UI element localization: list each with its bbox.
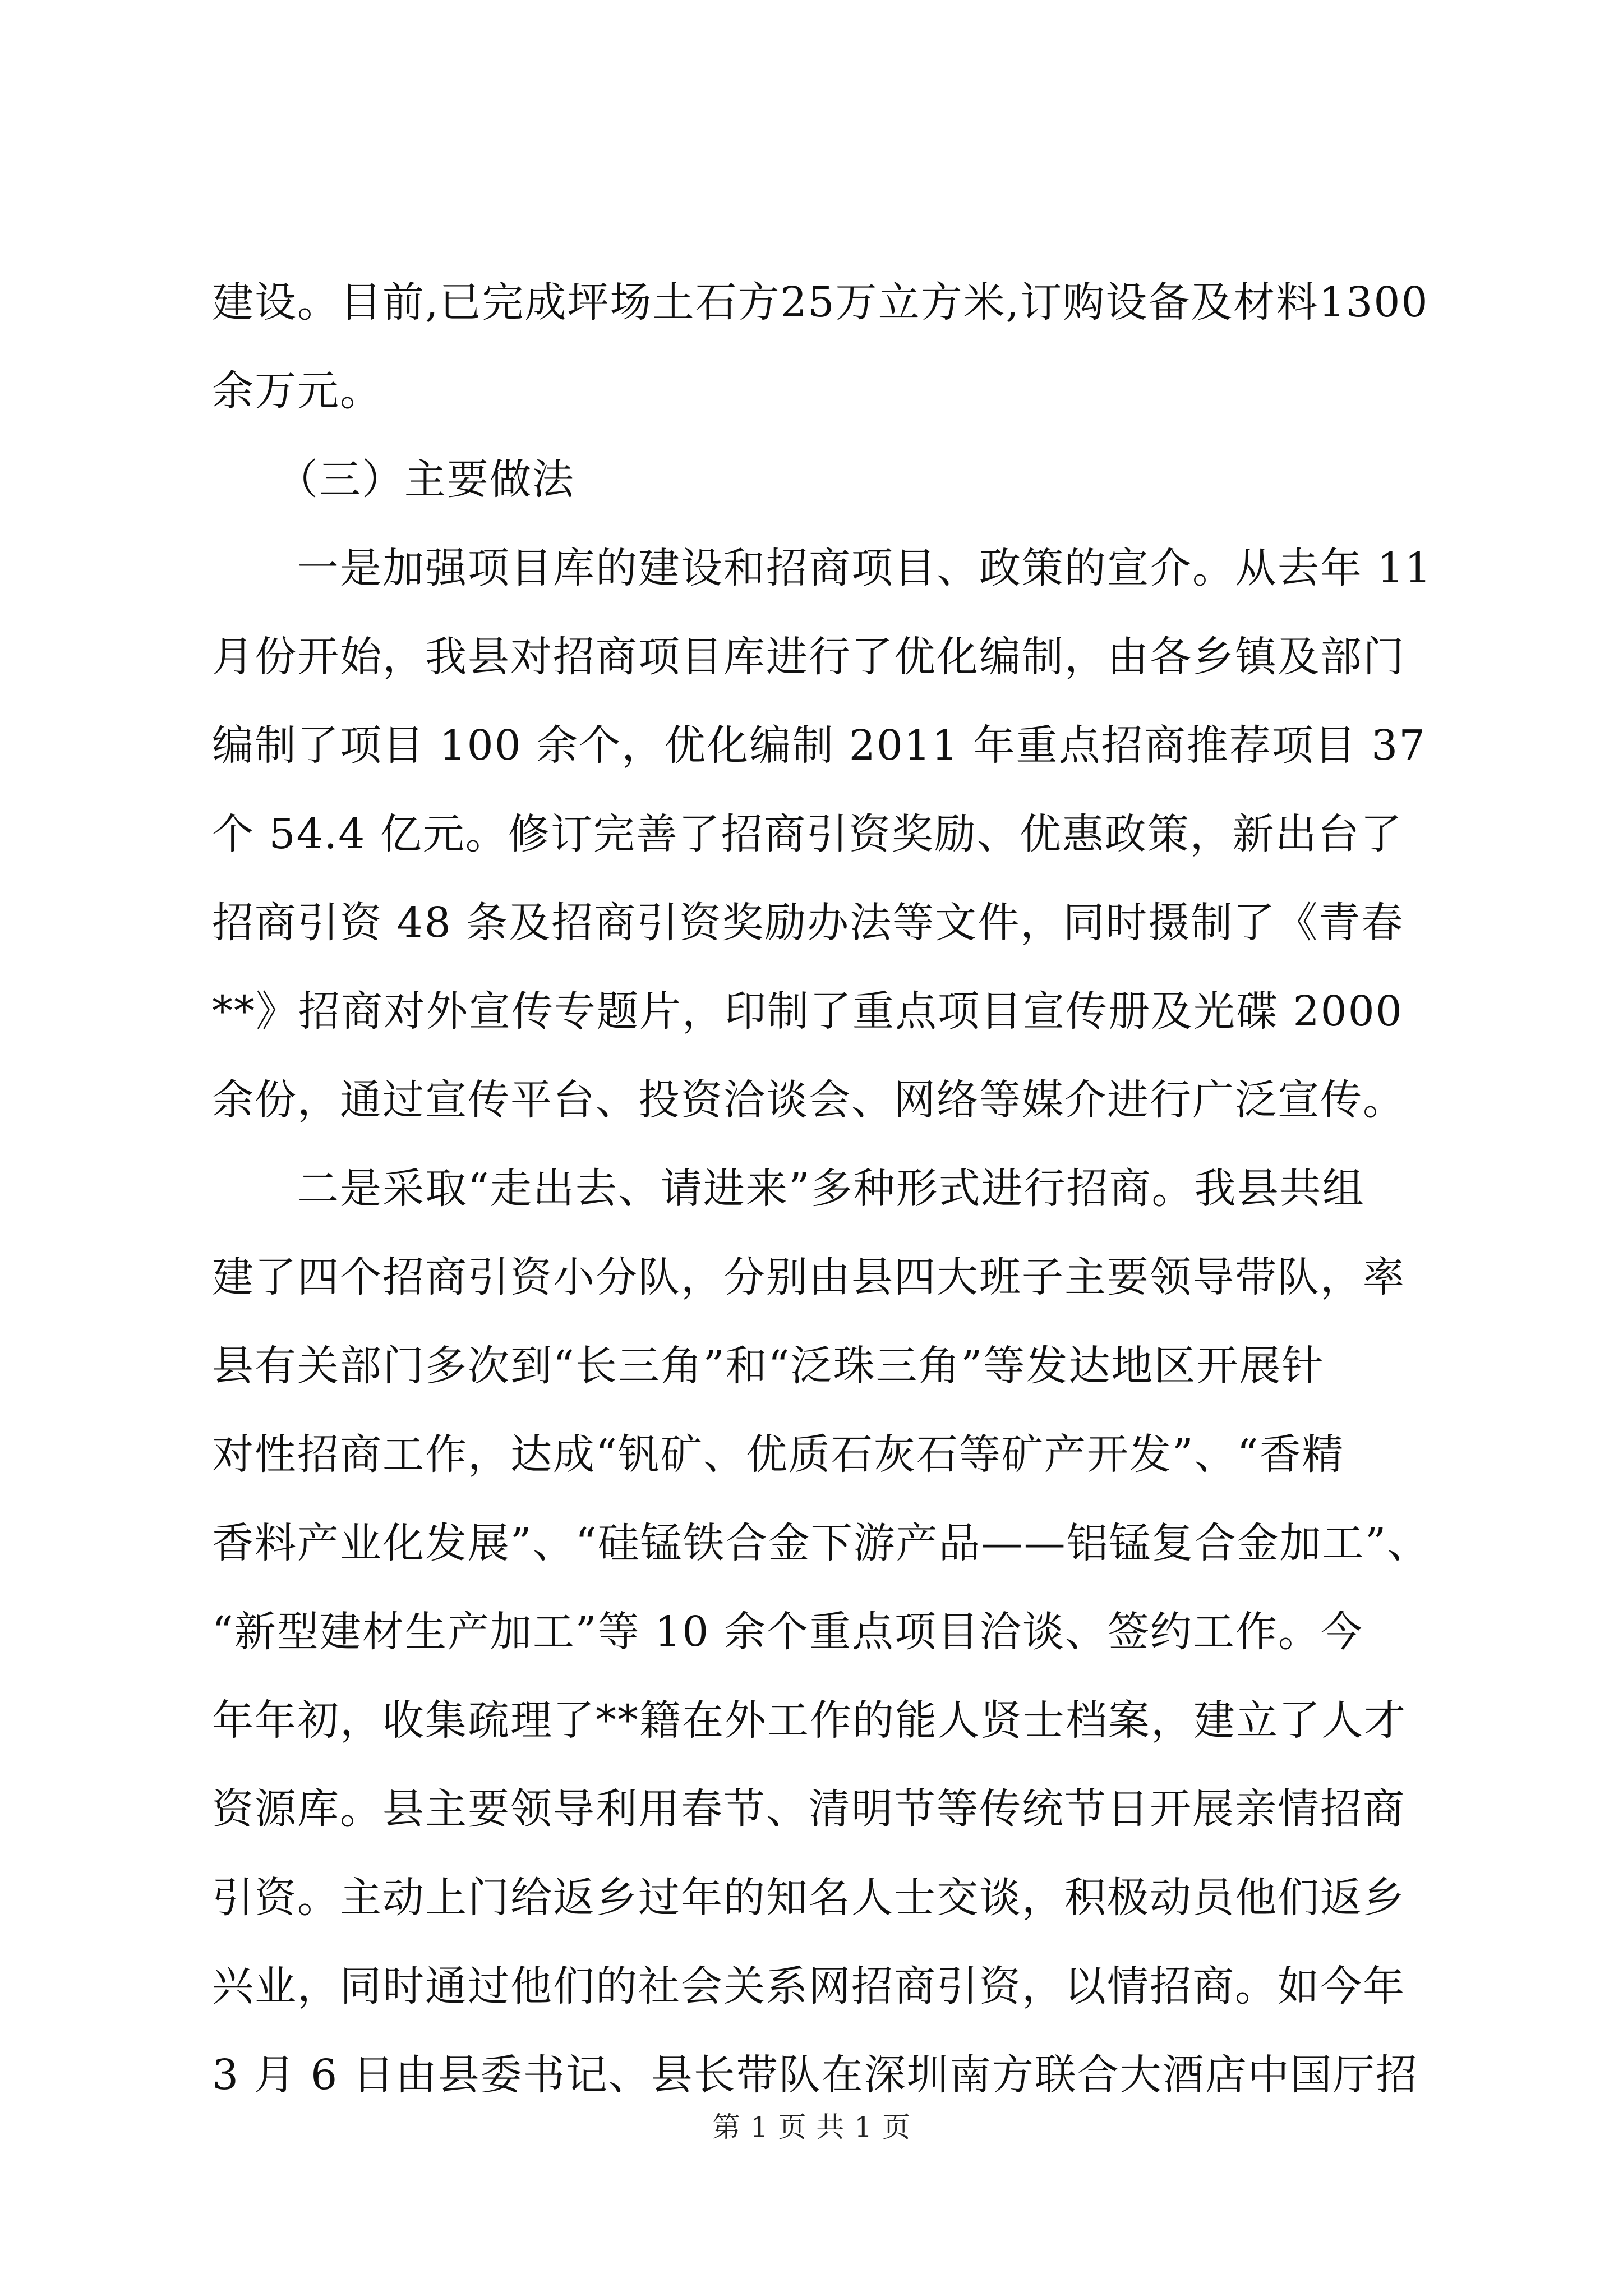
text-line: “新型建材生产加工”等 10 余个重点项目洽谈、签约工作。今	[212, 1608, 1363, 1656]
page-number-footer: 第 1 页 共 1 页	[712, 2111, 911, 2143]
text-line: 年年初，收集疏理了**籍在外工作的能人贤士档案，建立了人才	[212, 1696, 1407, 1745]
text-line: 建设。目前,已完成坪场土石方25万立方米,订购设备及材料1300	[212, 278, 1429, 326]
text-line: 引资。主动上门给返乡过年的知名人士交谈，积极动员他们返乡	[212, 1874, 1405, 1922]
text-line: 兴业，同时通过他们的社会关系网招商引资，以情招商。如今年	[212, 1962, 1405, 2010]
text-line: 3 月 6 日由县委书记、县长带队在深圳南方联合大酒店中国厅招	[212, 2051, 1418, 2099]
text-line: 县有关部门多次到“长三角”和“泛珠三角”等发达地区开展针	[212, 1342, 1325, 1390]
text-line: 对性招商工作，达成“钒矿、优质石灰石等矿产开发”、“香精	[212, 1430, 1345, 1479]
section-heading: （三）主要做法	[212, 455, 575, 504]
text-line: 招商引资 48 条及招商引资奖励办法等文件，同时摄制了《青春	[212, 899, 1404, 947]
text-line: 香料产业化发展”、“硅锰铁合金下游产品——铝锰复合金加工”、	[212, 1519, 1430, 1567]
text-line: 余万元。	[212, 367, 382, 415]
text-line: 二是采取“走出去、请进来”多种形式进行招商。我县共组	[212, 1165, 1365, 1213]
document-body	[212, 258, 1468, 2119]
text-line: **》招商对外宣传专题片，印制了重点项目宣传册及光碟 2000	[212, 987, 1403, 1036]
text-line: 资源库。县主要领导利用春节、清明节等传统节日开展亲情招商	[212, 1785, 1405, 1833]
text-line: 个 54.4 亿元。修订完善了招商引资奖励、优惠政策，新出台了	[212, 810, 1403, 858]
text-line: 余份，通过宣传平台、投资洽谈会、网络等媒介进行广泛宣传。	[212, 1076, 1405, 1124]
text-line: 月份开始，我县对招商项目库进行了优化编制，由各乡镇及部门	[212, 633, 1405, 681]
text-line: 编制了项目 100 余个，优化编制 2011 年重点招商推荐项目 37	[212, 721, 1427, 770]
text-line: 建了四个招商引资小分队，分别由县四大班子主要领导带队，率	[212, 1253, 1405, 1301]
text-line: 一是加强项目库的建设和招商项目、政策的宣介。从去年 11	[212, 544, 1432, 592]
